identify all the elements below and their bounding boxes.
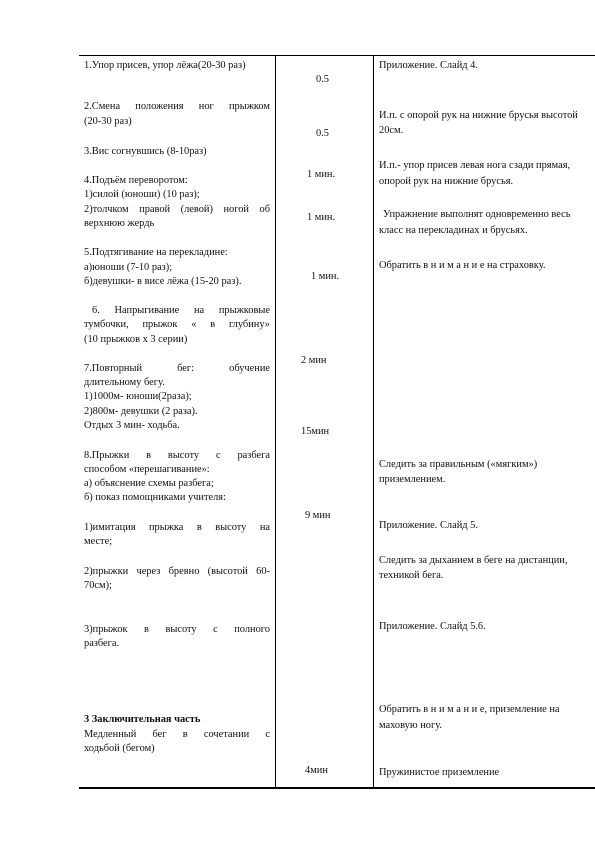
exercise-1: 1.Упор присев, упор лёжа(20-30 раз) [84, 60, 246, 71]
note-4-line-2: класс на перекладинах и брусьях. [379, 225, 528, 236]
note-6-line-2: приземлением. [379, 474, 446, 485]
exercise-8-line-2: способом «перешагивание»: [84, 464, 210, 475]
duration-4: 1 мин. [307, 212, 336, 223]
note-9: Приложение. Слайд 5.6. [379, 621, 486, 632]
note-2-line-2: 20см. [379, 125, 404, 136]
duration-7: 15мин [301, 426, 330, 437]
exercise-8-item-b: б) показ помощниками учителя: [84, 492, 226, 503]
note-8-line-2: техникой бега. [379, 570, 444, 581]
note-4-line-1: Упражнение выполнят одновременно весь [383, 209, 571, 220]
exercise-5-title: 5.Подтягивание на перекладине: [84, 247, 228, 258]
final-part-line-2: ходьбой (бегом) [84, 743, 155, 754]
exercise-4-item-2-line-2: верхнюю жердь [84, 218, 155, 229]
exercise-4-title: 4.Подъём переворотом: [84, 175, 188, 186]
note-11: Пружинистое приземление [379, 767, 500, 778]
note-3-line-2: опорой рук на нижние брусья. [379, 176, 514, 187]
note-2-line-1: И.п. с опорой рук на нижние брусья высотой [379, 110, 578, 121]
final-part-title: 3 Заключительная часть [84, 714, 201, 725]
exercise-7-rest: Отдых 3 мин- ходьба. [84, 420, 180, 431]
exercise-4-item-2-line-1: 2)толчком правой (левой) ногой об [84, 204, 270, 215]
exercise-6-line-3: (10 прыжков х 3 серии) [84, 334, 188, 345]
exercise-2-line-1: 2.Смена положения ног прыжком [84, 101, 270, 112]
exercise-8-sub-2-line-2: 70см); [84, 580, 112, 591]
exercise-6-line-2: тумбочки, прыжок « в глубину» [84, 319, 270, 330]
note-10-line-1: Обратить в н и м а н и е, приземление на [379, 704, 560, 715]
exercise-8-sub-2-line-1: 2)прыжки через бревно (высотой 60- [84, 566, 270, 577]
note-6-line-1: Следить за правильным («мягким») [379, 459, 538, 470]
exercise-6-line-1: 6. Напрыгивание на прыжковые [92, 305, 270, 316]
exercise-5-item-a: а)юноши (7-10 раз); [84, 262, 173, 273]
exercise-2-line-2: (20-30 раз) [84, 116, 132, 127]
duration-9: 4мин [305, 765, 328, 776]
exercise-4-item-1: 1)силой (юноши) (10 раз); [84, 189, 200, 200]
exercise-7-line-2: длительному бегу. [84, 377, 165, 388]
final-part-line-1: Медленный бег в сочетании с [84, 729, 270, 740]
note-8-line-1: Следить за дыханием в беге на дистанции, [379, 555, 568, 566]
note-7: Приложение. Слайд 5. [379, 520, 478, 531]
exercise-8-sub-1-line-1: 1)имитация прыжка в высоту на [84, 522, 270, 533]
column-divider-1 [275, 56, 276, 787]
exercise-8-sub-3-line-1: 3)прыжок в высоту с полного [84, 624, 270, 635]
exercise-3: 3.Вис согнувшись (8-10раз) [84, 146, 207, 157]
note-10-line-2: маховую ногу. [379, 720, 442, 731]
duration-8: 9 мин [305, 510, 331, 521]
exercise-8-sub-3-line-2: разбега. [84, 638, 120, 649]
note-5: Обратить в н и м а н и е на страховку. [379, 260, 546, 271]
exercise-8-sub-1-line-2: месте; [84, 536, 113, 547]
note-1: Приложение. Слайд 4. [379, 60, 478, 71]
exercise-5-item-b: б)девушки- в висе лёжа (15-20 раз). [84, 276, 242, 287]
duration-6: 2 мин [301, 355, 327, 366]
duration-5: 1 мин. [311, 271, 340, 282]
column-divider-2 [373, 56, 374, 787]
duration-3: 1 мин. [307, 169, 336, 180]
note-3-line-1: И.п.- упор присев левая нога сзади прямая, [379, 160, 571, 171]
duration-1: 0.5 [316, 74, 329, 85]
exercise-7-line-1: 7.Повторный бег: обучение [84, 363, 270, 374]
exercise-7-item-2: 2)800м- девушки (2 раза). [84, 406, 198, 417]
duration-2: 0.5 [316, 128, 329, 139]
exercise-7-item-1: 1)1000м- юноши(2раза); [84, 391, 192, 402]
exercise-8-item-a: а) объяснение схемы разбега; [84, 478, 214, 489]
exercise-8-line-1: 8.Прыжки в высоту с разбега [84, 450, 270, 461]
